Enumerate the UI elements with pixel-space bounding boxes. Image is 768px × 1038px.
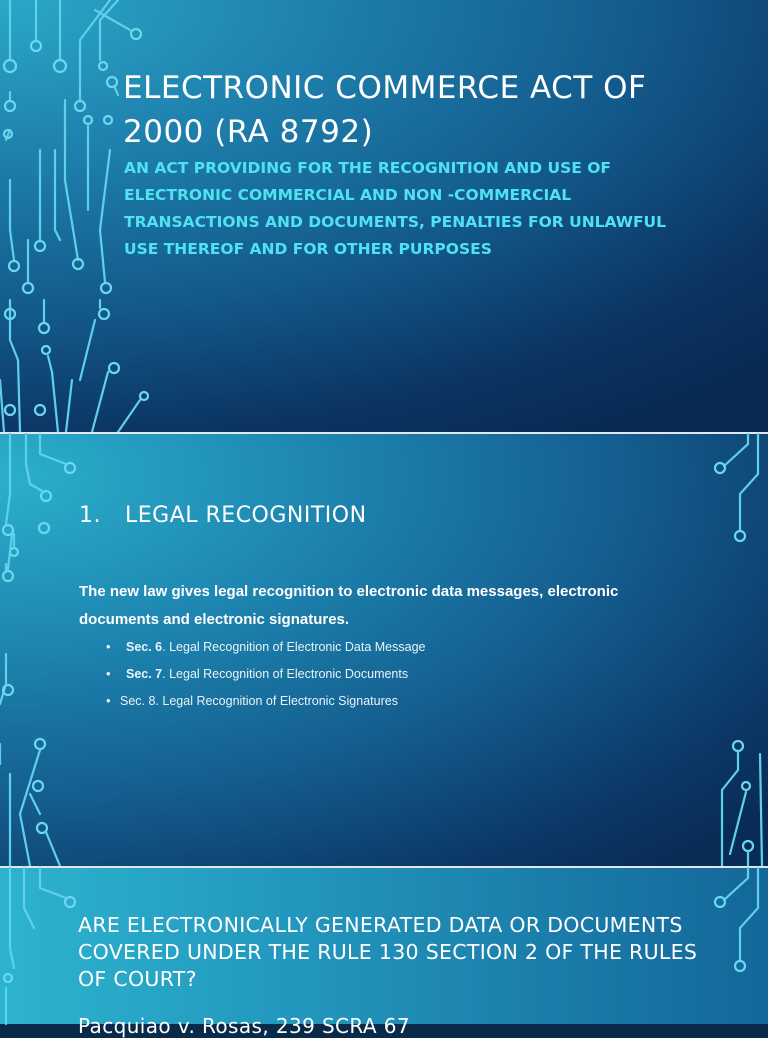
bullet-text: Sec. 8. Legal Recognition of Electronic Signatures: [120, 694, 398, 708]
slide-question-heading: ARE ELECTRONICALLY GENERATED DATA OR DOCUMENTS COVERED UNDER THE RULE 130 SECTION 2 OF THE RULES OF COURT?: [78, 913, 698, 991]
bullet-item-sec-7: [106, 666, 408, 681]
slide-1: [0, 0, 768, 432]
bullet-text: . Legal Recognition of Electronic Data Message: [162, 640, 426, 654]
bullet-sec-label: Sec. 7: [126, 667, 163, 681]
bullet-item-sec-8: [106, 693, 398, 708]
section-heading: [79, 503, 367, 528]
bullet-item-sec-6: [106, 639, 425, 654]
section-body: The new law gives legal recognition to electronic data messages, electronic documents and electronic signatures.: [79, 583, 619, 628]
slide-2: [0, 434, 768, 866]
section-number: 1.: [79, 503, 101, 528]
bullet-dot-icon: •: [106, 639, 111, 654]
section-title: LEGAL RECOGNITION: [125, 503, 367, 528]
bullet-sec-label: Sec. 6: [126, 640, 163, 654]
bullet-dot-icon: •: [106, 693, 111, 708]
slide-title: ELECTRONIC COMMERCE ACT OF 2000 (RA 8792): [123, 70, 647, 150]
slide-subtitle: AN ACT PROVIDING FOR THE RECOGNITION AND USE OF ELECTRONIC COMMERCIAL AND NON -COMMERCIAL TRANSACTIONS AND DOCUMENTS, PENALTIES FOR UNLAWFUL USE THEREOF AND FOR OTHER PURPOSES: [124, 159, 666, 258]
bullet-text: . Legal Recognition of Electronic Documents: [162, 667, 409, 681]
case-citation-partial: Pacquiao v. Rosas, 239 SCRA 67: [78, 1014, 410, 1038]
slide-3: [0, 868, 768, 1038]
bullet-dot-icon: •: [106, 666, 111, 681]
